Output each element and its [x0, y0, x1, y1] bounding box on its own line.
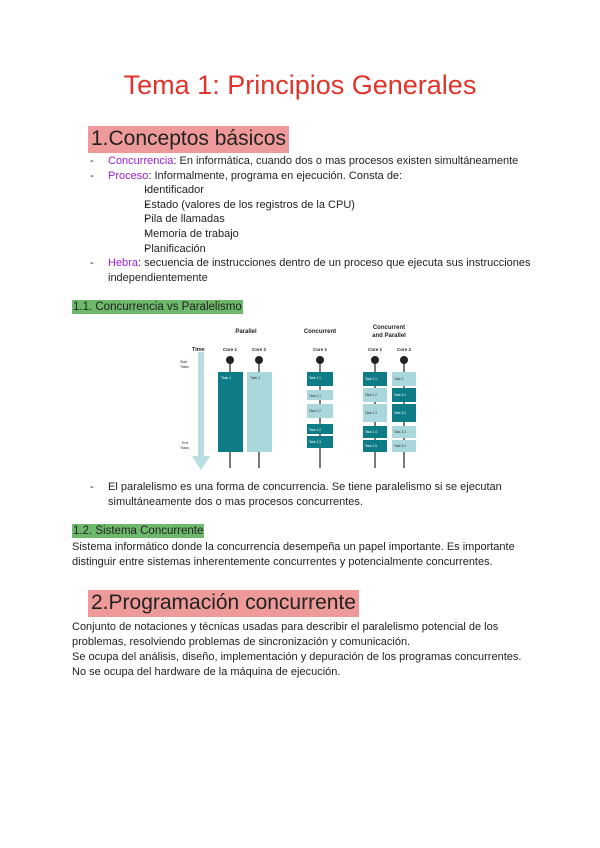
concepts-list [88, 154, 548, 285]
list-item: - Pila de llamadas [108, 212, 568, 227]
core-label: Core 2 [396, 347, 412, 352]
parallel-label: Parallel [235, 329, 257, 335]
section-heading-programacion: 2.Programación concurrente [88, 590, 359, 617]
term-proceso: Proceso [108, 169, 149, 182]
core-node [226, 356, 234, 364]
list-item: - Memoria de trabajo [108, 227, 568, 242]
task-label: Task 3.4 [394, 444, 406, 448]
task-label: Task 1.2 [365, 393, 377, 397]
task-label: Task 1.4 [365, 430, 377, 434]
cp-label: Concurrent [372, 325, 406, 331]
task-label: Task 1.1 [365, 377, 377, 381]
cp-label: and Parallel [372, 333, 406, 339]
process-parts-list [108, 183, 568, 256]
time-arrow-head [192, 456, 210, 470]
concurrency-diagram [178, 320, 428, 475]
term-hebra: Hebra [108, 257, 138, 270]
task-label: Task 1.5 [365, 444, 377, 448]
task-label: Task 2.2 [309, 409, 321, 413]
core-node [255, 356, 263, 364]
start-label: Start [180, 360, 188, 364]
parallelism-note-list [88, 480, 548, 509]
end-label: Tasks [180, 446, 189, 450]
task-label: Task 2 [394, 377, 404, 381]
task-block [247, 372, 272, 452]
subsection-heading-1-2: 1.2. Sistema Concurrente [73, 525, 204, 537]
task-label: Task 1 [221, 376, 232, 380]
sistema-concurrente-text: Sistema informático donde la concurrencia desempeña un papel importante. Es importante distinguir entre sistemas inherentemente concurrentes y potencialmente concurrentes. [72, 541, 515, 568]
task-label: Task 3.2 [394, 411, 406, 415]
task-block [218, 372, 243, 452]
task-label: Task 2.1 [309, 394, 321, 398]
list-item: - Estado (valores de los registros de la CPU) [108, 198, 568, 213]
paragraph-line: Se ocupa del análisis, diseño, implementación y depuración de los programas concurrentes. [72, 651, 522, 663]
programacion-paragraph [72, 620, 532, 680]
term-concurrencia: Concurrencia [108, 155, 174, 167]
paragraph-line: Conjunto de notaciones y técnicas usadas para describir el paralelismo potencial de los problemas, resolviendo problemas de sincronización y comunicación. [72, 621, 499, 648]
concurrent-label: Concurrent [303, 329, 337, 335]
task-label: Task 1.1 [309, 376, 321, 380]
core-label: Core 1 [312, 347, 328, 352]
list-item [88, 169, 548, 257]
start-label: Tasks [180, 365, 189, 369]
list-item: - Planificación [108, 242, 568, 257]
core-node [400, 356, 408, 364]
core-label: Core 1 [222, 347, 238, 352]
task-label: Task 3.1 [394, 393, 406, 397]
time-arrow-shaft [198, 352, 204, 460]
task-label: Task 1.3 [309, 440, 321, 444]
page-title: Tema 1: Principios Generales [123, 70, 477, 100]
list-item [88, 256, 548, 285]
list-item: - Identificador [108, 183, 568, 198]
section-heading-conceptos: 1.Conceptos básicos [88, 126, 289, 153]
term-definition: : Informalmente, programa en ejecución. Consta de: [148, 169, 403, 182]
paragraph-line: No se ocupa del hardware de la máquina de ejecución. [72, 666, 341, 678]
end-label: End [182, 441, 189, 445]
task-label: Task 1.3 [365, 411, 377, 415]
list-item: - El paralelismo es una forma de concurrencia. Se tiene paralelismo si se ejecutan simultáneamente dos o mas procesos concurrentes. [88, 480, 548, 509]
core-label: Core 1 [367, 347, 383, 352]
task-label: Task 2 [250, 376, 261, 380]
task-label: Task 3.3 [394, 430, 406, 434]
task-label: Task 1.2 [309, 428, 321, 432]
list-item [88, 154, 548, 169]
term-definition: : secuencia de instrucciones dentro de un proceso que ejecuta sus instrucciones independientemente [108, 257, 531, 284]
core-node [316, 356, 324, 364]
core-node [371, 356, 379, 364]
subsection-heading-1-1: 1.1. Concurrencia vs Paralelismo [73, 301, 242, 313]
term-definition: : En informática, cuando dos o mas procesos existen simultáneamente [173, 155, 519, 167]
core-label: Core 2 [251, 347, 267, 352]
time-label: Time [192, 347, 205, 353]
